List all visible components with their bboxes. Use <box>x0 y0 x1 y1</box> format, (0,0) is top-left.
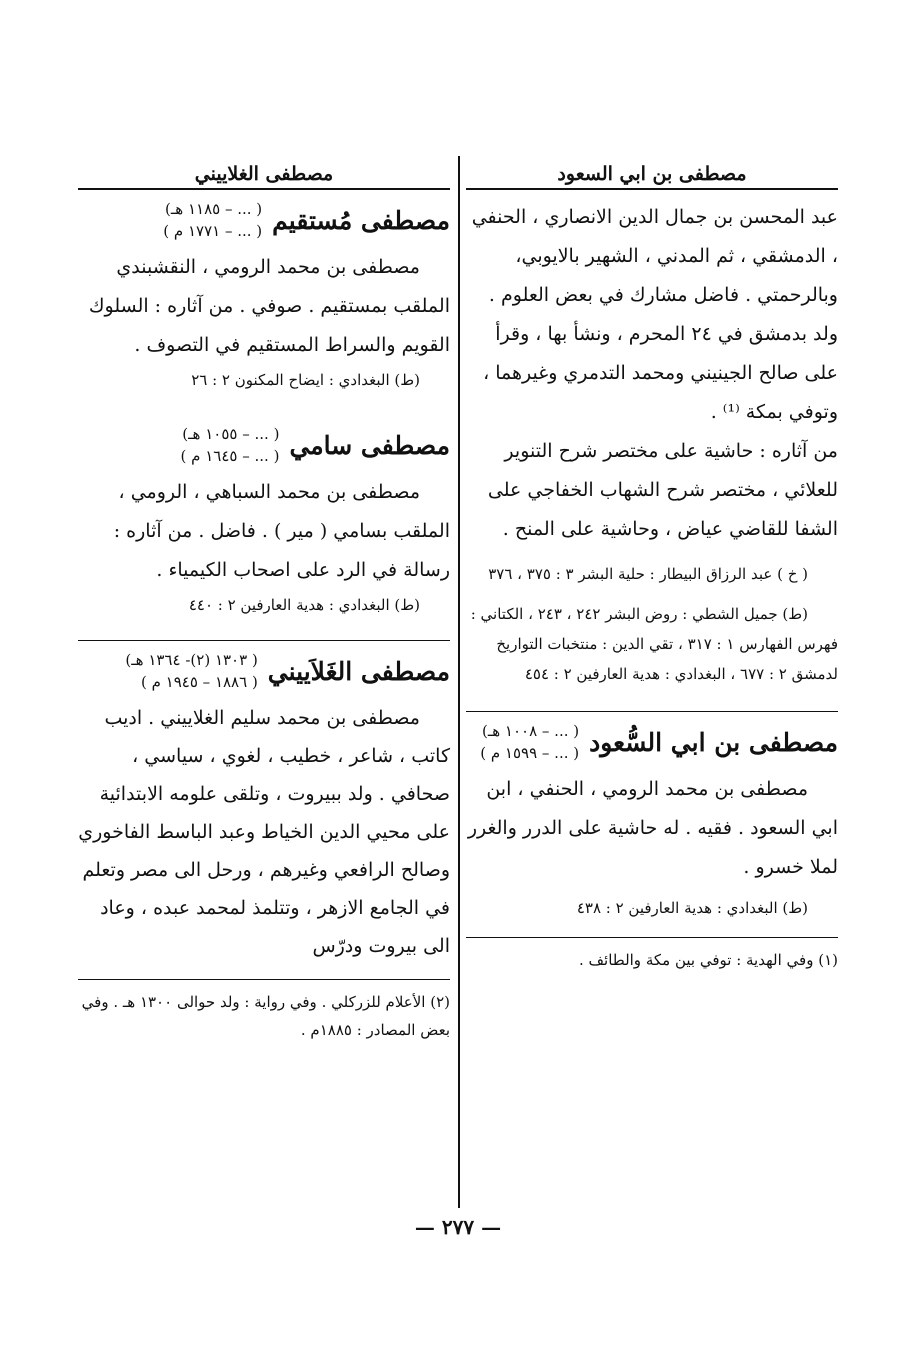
entry-name: مصطفى سامي <box>289 430 450 460</box>
footnote: (٢) الأعلام للزركلي . وفي رواية : ولد حوالى ١٣٠٠ هـ . وفي بعض المصادر : ١٨٨٥م . <box>81 993 450 1039</box>
gregorian-dates: ( ... – ١٥٩٩ م ) <box>480 744 580 762</box>
entry-text: مصطفى بن محمد سليم الغلاييني . اديب كاتب ، شاعر ، خطيب ، لغوي ، سياسي ، صحافي . ولد ببيروت ، وتلقى علومه الابتدائية على محيي الدين الخياط وعبد الباسط الفاخوري وصالح الرافعي وغيرهم ، ورحل الى مصر وتعلم في الجامع الازهر ، وتتلمذ لمحمد عبده ، وعاد الى بيروت ودرّس <box>78 707 450 957</box>
right-running-header: مصطفى بن ابي السعود <box>466 160 838 190</box>
entry-text: مصطفى بن محمد السباهي ، الرومي ، الملقب بسامي ( مير ) . فاضل . من آثاره : رسالة في الرد على اصحاب الكيمياء . <box>113 481 450 581</box>
right-column <box>466 160 838 974</box>
entry-name: مصطفى مُستقيم <box>272 205 450 235</box>
hijri-dates: ( ١٣٠٣ (٢)- ١٣٦٤ هـ) <box>125 651 258 669</box>
page-number: — ٢٧٧ — <box>414 1215 502 1239</box>
continuation-text: عبد المحسن بن جمال الدين الانصاري ، الحنفي ، الدمشقي ، ثم المدني ، الشهير بالايوبي، وبالرحمتي . فاضل مشارك في بعض العلوم . ولد بدمشق في ٢٤ المحرم ، ونشأ بها ، وقرأ على صالح الجينيني ومحمد التدمري وغيرهما ، وتوفي بمكة ⁽¹⁾ . <box>471 206 838 423</box>
column-divider <box>458 156 460 1208</box>
entry-text: مصطفى بن محمد الرومي ، النقشبندي الملقب بمستقيم . صوفي . من آثاره : السلوك القويم والسراط المستقيم في التصوف . <box>88 256 450 356</box>
entry-name: مصطفى بن ابي السُّعود <box>589 727 838 757</box>
reference: ( خ ) عبد الرزاق البيطار : حلية البشر ٣ : ٣٧٥ ، ٣٧٦ <box>488 565 808 583</box>
footnote: (١) وفي الهدية : توفي بين مكة والطائف . <box>578 951 838 969</box>
reference: (ط) جميل الشطي : روض البشر ٢٤٢ ، ٢٤٣ ، الكتاني : فهرس الفهارس ١ : ٣١٧ ، تقي الدين : منتخبات التواريخ لدمشق ٢ : ٦٧٧ ، البغدادي : هدية العارفين ٢ : ٤٥٤ <box>470 605 838 683</box>
entry-heading <box>78 198 450 242</box>
left-column <box>78 160 450 1044</box>
reference: (ط) البغدادي : هدية العارفين ٢ : ٤٣٨ <box>576 899 808 917</box>
hijri-dates: ( ... – ١٠٥٥ هـ) <box>182 425 280 443</box>
entry-dates <box>480 720 579 764</box>
entry-heading <box>466 720 838 764</box>
gregorian-dates: ( ... – ١٧٧١ م ) <box>163 222 263 240</box>
entry-heading <box>78 649 450 693</box>
entry-name: مصطفى الغَلاَييني <box>267 656 450 686</box>
works-text: من آثاره : حاشية على مختصر شرح التنوير للعلائي ، مختصر شرح الشهاب الخفاجي على الشفا للقاضي عياض ، وحاشية على المنح . <box>487 440 838 540</box>
reference: (ط) البغدادي : هدية العارفين ٢ : ٤٤٠ <box>188 596 420 614</box>
left-running-header: مصطفى الغلاييني <box>78 160 450 190</box>
entry-dates <box>125 649 257 693</box>
hijri-dates: ( ... – ١٠٠٨ هـ) <box>481 722 580 740</box>
footnote-rule <box>466 937 838 938</box>
gregorian-dates: ( ... – ١٦٤٥ م ) <box>180 447 280 465</box>
footnote-rule <box>78 979 450 980</box>
reference: (ط) البغدادي : ايضاح المكنون ٢ : ٢٦ <box>191 371 420 389</box>
entry-dates <box>181 423 280 467</box>
entry-separator <box>466 711 838 712</box>
gregorian-dates: ( ١٨٨٦ – ١٩٤٥ م ) <box>140 673 258 691</box>
entry-separator <box>78 640 450 641</box>
entry-dates <box>163 198 262 242</box>
entry-heading <box>78 423 450 467</box>
entry-text: مصطفى بن محمد الرومي ، الحنفي ، ابن ابي السعود . فقيه . له حاشية على الدرر والغرر لملا خسرو . <box>467 778 838 878</box>
hijri-dates: ( ... – ١١٨٥ هـ) <box>165 200 263 218</box>
